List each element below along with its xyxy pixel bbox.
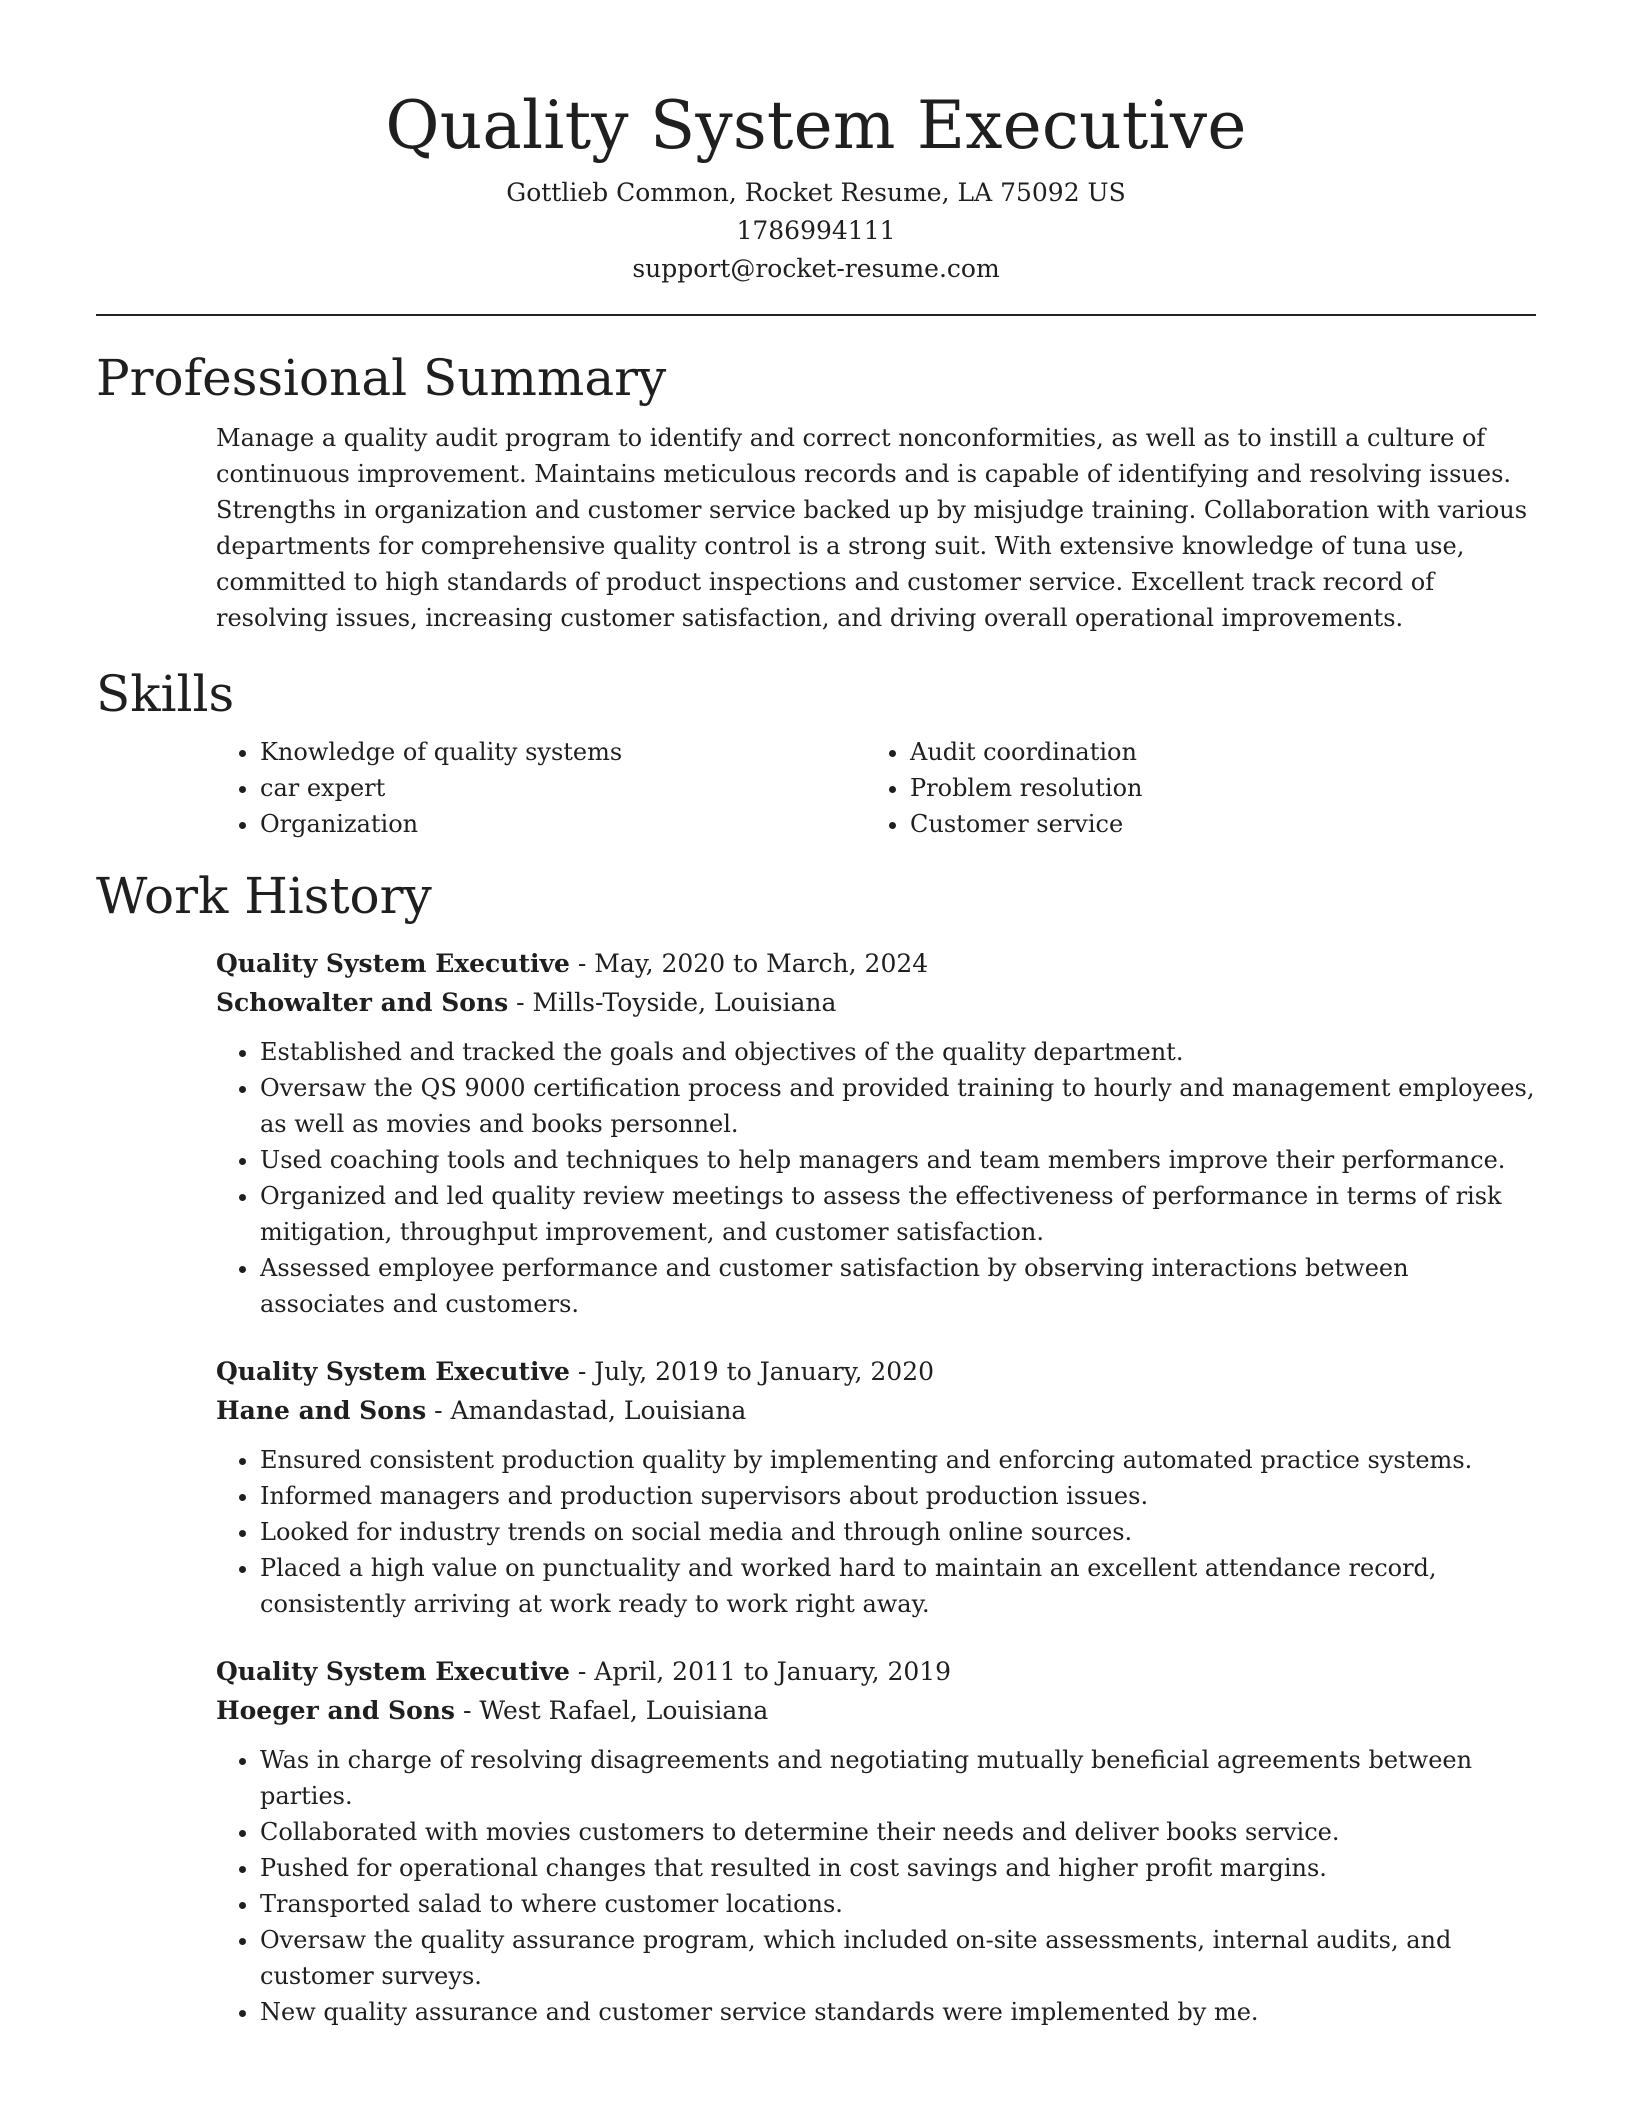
job-company: Hoeger and Sons (216, 1696, 456, 1725)
job-duty: • Informed managers and production supervisors about production issues. (260, 1478, 1536, 1514)
job-duty: • Organized and led quality review meetings to assess the effectiveness of performance in terms of risk mitigation, throughput improvement, and customer satisfaction. (260, 1178, 1536, 1250)
job-entry (216, 1352, 1536, 1622)
job-company-line (216, 1691, 1536, 1730)
job-dates: - May, 2020 to March, 2024 (569, 949, 929, 978)
job-duty: • Pushed for operational changes that resulted in cost savings and higher profit margins. (260, 1850, 1536, 1886)
job-title: Quality System Executive (216, 949, 570, 978)
job-company: Hane and Sons (216, 1396, 427, 1425)
job-duty: • Oversaw the quality assurance program, which included on-site assessments, internal audits, and customer surveys. (260, 1922, 1536, 1994)
job-dates: - April, 2011 to January, 2019 (569, 1657, 952, 1686)
skill-item: • car expert (260, 770, 866, 806)
job-duty: • Used coaching tools and techniques to help managers and team members improve their performance. (260, 1142, 1536, 1178)
resume-header (96, 0, 1536, 288)
contact-phone: 1786994111 (736, 216, 896, 245)
summary-text: Manage a quality audit program to identify and correct nonconformities, as well as to instill a culture of continuous improvement. Maintains meticulous records and is capable of identifying and resolving issues. Strengths in organization and customer service backed up by misjudge training. Collaboration with various departments for comprehensive quality control is a strong suit. With extensive knowledge of tuna use, committed to high standards of product inspections and customer service. Excellent track record of resolving issues, increasing customer satisfaction, and driving overall operational improvements. (216, 424, 1528, 632)
job-entry (216, 1652, 1536, 2030)
job-company: Schowalter and Sons (216, 988, 509, 1017)
skill-item: • Audit coordination (910, 734, 1516, 770)
job-duties-list (216, 1034, 1536, 1322)
work-history-heading: Work History (96, 867, 432, 925)
job-duties-list (216, 1742, 1536, 2030)
job-duty: • Oversaw the QS 9000 certification process and provided training to hourly and management employees, as well as movies and books personnel. (260, 1070, 1536, 1142)
skill-item: • Knowledge of quality systems (260, 734, 866, 770)
job-duty: • Was in charge of resolving disagreements and negotiating mutually beneficial agreements between parties. (260, 1742, 1536, 1814)
job-location: - Amandastad, Louisiana (426, 1396, 747, 1425)
skills-list-right (866, 734, 1516, 842)
summary-heading: Professional Summary (96, 349, 667, 407)
job-duty: • Placed a high value on punctuality and worked hard to maintain an excellent attendance record, consistently arriving at work ready to work right away. (260, 1550, 1536, 1622)
job-location: - West Rafael, Louisiana (455, 1696, 769, 1725)
job-dates: - July, 2019 to January, 2020 (569, 1357, 935, 1386)
skills-list-left (216, 734, 866, 842)
header-divider (96, 314, 1536, 316)
skill-item: • Problem resolution (910, 770, 1516, 806)
skill-item: • Organization (260, 806, 866, 842)
contact-block (96, 174, 1536, 288)
job-title-line (216, 944, 1536, 983)
job-duty: • Ensured consistent production quality by implementing and enforcing automated practice systems. (260, 1442, 1536, 1478)
job-duty: • Established and tracked the goals and objectives of the quality department. (260, 1034, 1536, 1070)
candidate-name: Quality System Executive (385, 87, 1247, 164)
job-entry (216, 944, 1536, 1322)
job-title: Quality System Executive (216, 1657, 570, 1686)
job-duties-list (216, 1442, 1536, 1622)
job-title-line (216, 1352, 1536, 1391)
job-duty: • Collaborated with movies customers to determine their needs and deliver books service. (260, 1814, 1536, 1850)
job-title-line (216, 1652, 1536, 1691)
job-duty: • Assessed employee performance and customer satisfaction by observing interactions between associates and customers. (260, 1250, 1536, 1322)
skills-grid (216, 734, 1536, 842)
resume-page (96, 0, 1536, 2030)
job-title: Quality System Executive (216, 1357, 570, 1386)
skills-heading: Skills (96, 665, 235, 723)
job-duty: • Transported salad to where customer locations. (260, 1886, 1536, 1922)
contact-address: Gottlieb Common, Rocket Resume, LA 75092 US (506, 178, 1126, 207)
job-duty: • Looked for industry trends on social media and through online sources. (260, 1514, 1536, 1550)
skill-item: • Customer service (910, 806, 1516, 842)
job-location: - Mills-Toyside, Louisiana (508, 988, 837, 1017)
job-company-line (216, 1391, 1536, 1430)
job-duty: • New quality assurance and customer service standards were implemented by me. (260, 1994, 1536, 2030)
contact-email: support@rocket-resume.com (632, 254, 1000, 283)
job-company-line (216, 983, 1536, 1022)
